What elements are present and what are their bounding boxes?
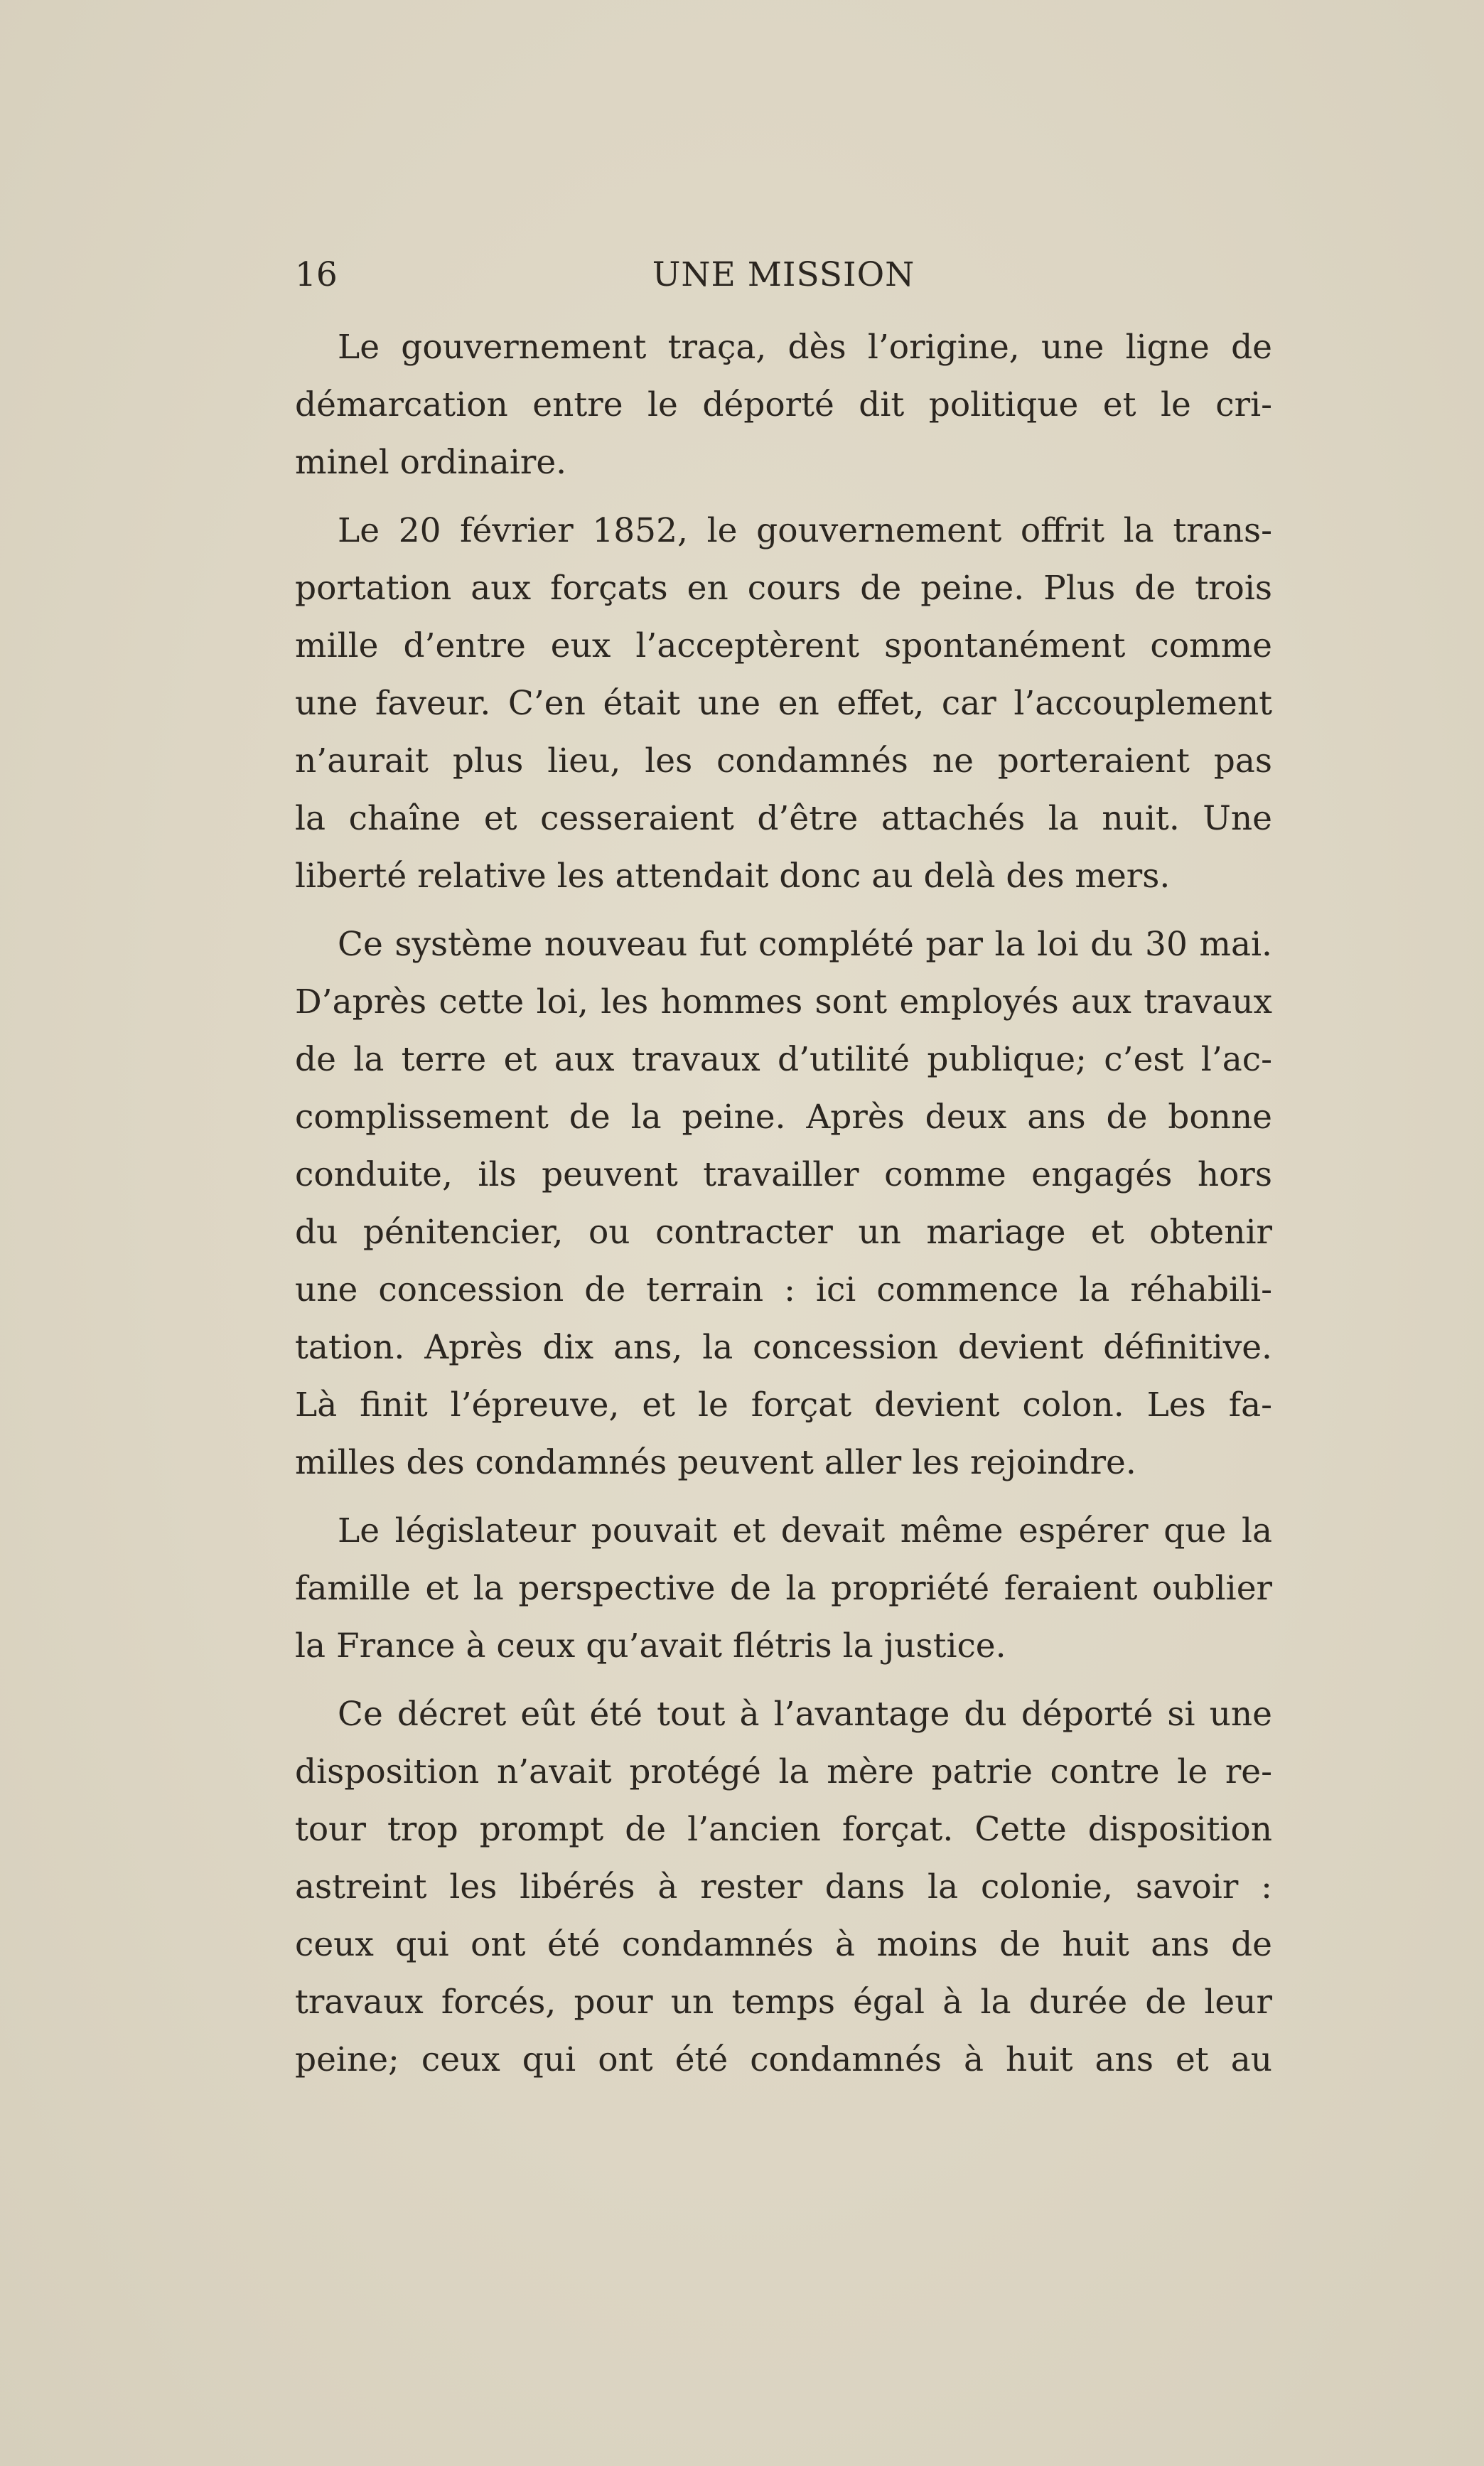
text-line: une concession de terrain : ici commence la réhabili- — [295, 1270, 1272, 1309]
text-line: tour trop prompt de l’ancien forçat. Cette disposition — [295, 1810, 1272, 1849]
text-line: n’aurait plus lieu, les condamnés ne porteraient pas — [295, 741, 1272, 781]
text-line: Ce décret eût été tout à l’avantage du déporté si une — [338, 1695, 1272, 1734]
text-line: disposition n’avait protégé la mère patrie contre le re- — [295, 1752, 1272, 1791]
paragraph-gap — [295, 1675, 1272, 1685]
paragraph-gap — [295, 1491, 1272, 1502]
text-line: du pénitencier, ou contracter un mariage et obtenir — [295, 1213, 1272, 1252]
paragraph — [295, 502, 1272, 905]
paragraph-gap — [295, 491, 1272, 502]
paragraph — [295, 1502, 1272, 1675]
text-line: peine; ceux qui ont été condamnés à huit ans et au — [295, 2040, 1272, 2079]
text-line: D’après cette loi, les hommes sont employés aux travaux — [295, 982, 1272, 1022]
paragraph — [295, 318, 1272, 491]
text-line: ceux qui ont été condamnés à moins de huit ans de — [295, 1925, 1272, 1964]
text-line: la chaîne et cesseraient d’être attachés la nuit. Une — [295, 799, 1272, 838]
text-line: famille et la perspective de la propriété feraient oublier — [295, 1569, 1272, 1608]
paragraph — [295, 1685, 1272, 2089]
text-line: astreint les libérés à rester dans la colonie, savoir : — [295, 1867, 1272, 1907]
text-line: de la terre et aux travaux d’utilité publique; c’est l’ac- — [295, 1040, 1272, 1079]
text-line: démarcation entre le déporté dit politique et le cri- — [295, 385, 1272, 424]
text-line: Là finit l’épreuve, et le forçat devient colon. Les fa- — [295, 1385, 1272, 1425]
text-line: minel ordinaire. — [295, 443, 567, 482]
text-line: travaux forcés, pour un temps égal à la durée de leur — [295, 1983, 1272, 2022]
paragraph — [295, 916, 1272, 1491]
text-line: la France à ceux qu’avait flétris la justice. — [295, 1626, 1006, 1666]
body-text — [295, 318, 1272, 2089]
text-line: Le 20 février 1852, le gouvernement offrit la trans- — [338, 511, 1272, 550]
text-line: conduite, ils peuvent travailler comme engagés hors — [295, 1155, 1272, 1194]
page-header — [295, 250, 1272, 300]
paragraph-gap — [295, 905, 1272, 916]
text-line: mille d’entre eux l’acceptèrent spontanément comme — [295, 626, 1272, 665]
text-line: une faveur. C’en était une en effet, car l’accouplement — [295, 684, 1272, 723]
text-line: Ce système nouveau fut complété par la loi du 30 mai. — [338, 925, 1272, 964]
text-line: milles des condamnés peuvent aller les rejoindre. — [295, 1443, 1136, 1482]
text-line: Le gouvernement traça, dès l’origine, une ligne de — [338, 328, 1272, 367]
text-line: Le législateur pouvait et devait même espérer que la — [338, 1511, 1272, 1550]
page-number: 16 — [295, 255, 338, 294]
text-line: complissement de la peine. Après deux ans de bonne — [295, 1098, 1272, 1137]
text-line: portation aux forçats en cours de peine. Plus de trois — [295, 569, 1272, 608]
running-title: UNE MISSION — [652, 255, 915, 294]
text-line: tation. Après dix ans, la concession devient définitive. — [295, 1328, 1272, 1367]
text-line: liberté relative les attendait donc au delà des mers. — [295, 857, 1171, 896]
